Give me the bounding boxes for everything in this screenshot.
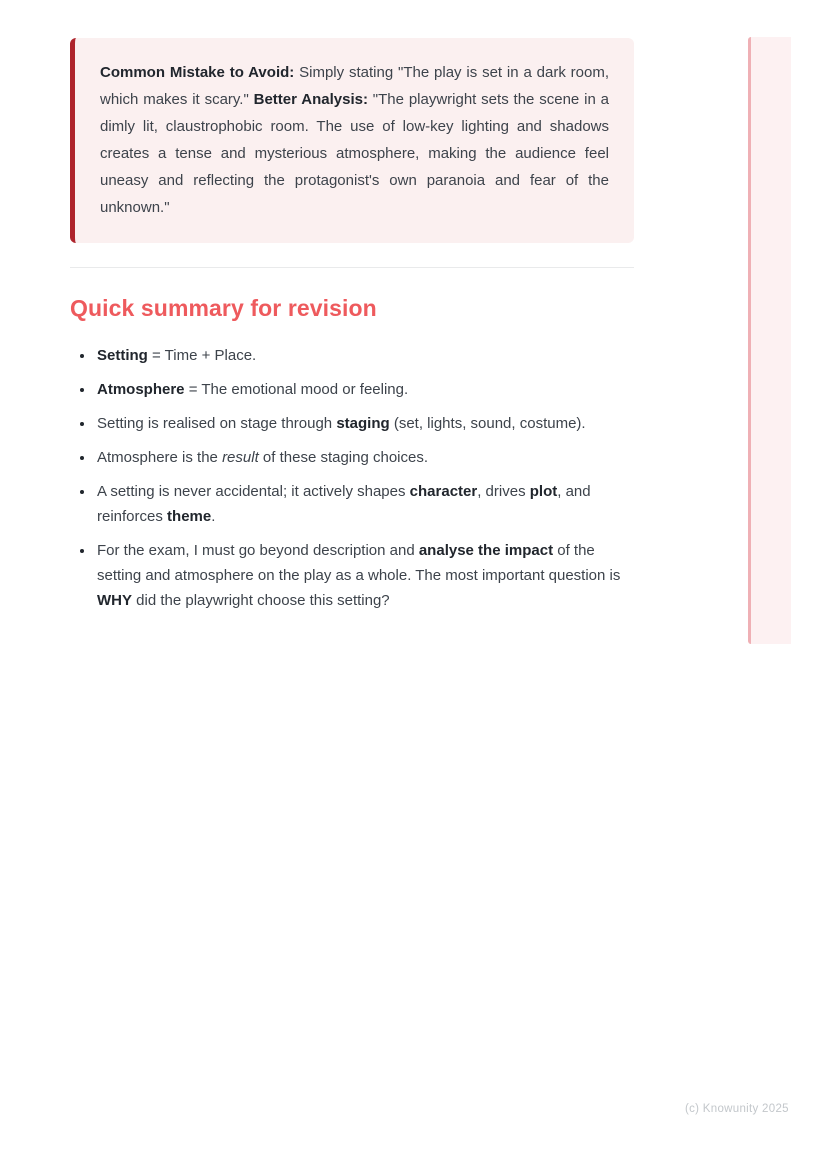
text-run: "The playwright sets the scene in a dimly lit, claustrophobic room. The use of low-key lighting and shadows creates a tense and mysterious atmosphere, making the audience feel uneasy and reflecting the protagonist's own paranoia and fear of the unknown." <box>100 91 609 216</box>
list-item <box>95 411 634 436</box>
text-run: (set, lights, sound, costume). <box>389 415 586 432</box>
bold-text-run: character <box>409 483 478 500</box>
common-mistake-callout <box>70 38 634 243</box>
text-run: = The emotional mood or feeling. <box>184 381 409 398</box>
text-run: did the playwright choose this setting? <box>132 592 390 609</box>
text-run: Atmosphere is the <box>97 449 223 466</box>
list-item <box>95 538 634 613</box>
text-run: For the exam, I must go beyond description and <box>97 542 419 559</box>
text-run: , and reinforces <box>97 483 591 525</box>
bold-text-run: staging <box>336 415 390 432</box>
text-run: of the setting and atmosphere on the play as a whole. The most important question is <box>97 542 621 584</box>
bold-text-run: Setting <box>97 347 148 364</box>
bold-text-run: Atmosphere <box>97 381 185 398</box>
text-run: of these staging choices. <box>258 449 429 466</box>
text-run: Simply stating "The play is set in a dark room, which makes it scary." <box>100 64 610 108</box>
list-item <box>95 343 634 368</box>
list-item <box>95 479 634 529</box>
bold-text-run: WHY <box>97 592 132 609</box>
document-content <box>70 0 634 622</box>
list-item <box>95 445 634 470</box>
text-run: A setting is never accidental; it actively shapes <box>97 483 410 500</box>
bold-text-run: Common Mistake to Avoid: <box>100 64 300 81</box>
section-divider <box>70 267 634 268</box>
text-run: = Time + Place. <box>147 347 257 364</box>
next-page-edge-panel <box>748 37 791 644</box>
text-run: Setting is realised on stage through <box>97 415 337 432</box>
bold-text-run: plot <box>529 483 558 500</box>
bold-text-run: theme <box>167 508 212 525</box>
bold-text-run: Better Analysis: <box>253 91 373 108</box>
text-run: , drives <box>477 483 530 500</box>
italic-text-run: result <box>222 449 259 466</box>
copyright-footer: (c) Knowunity 2025 <box>685 1103 789 1115</box>
summary-bullet-list <box>70 343 634 613</box>
list-item <box>95 377 634 402</box>
text-run: . <box>211 508 216 525</box>
bold-text-run: analyse the impact <box>418 542 554 559</box>
callout-text <box>100 59 609 221</box>
section-title: Quick summary for revision <box>70 295 377 321</box>
